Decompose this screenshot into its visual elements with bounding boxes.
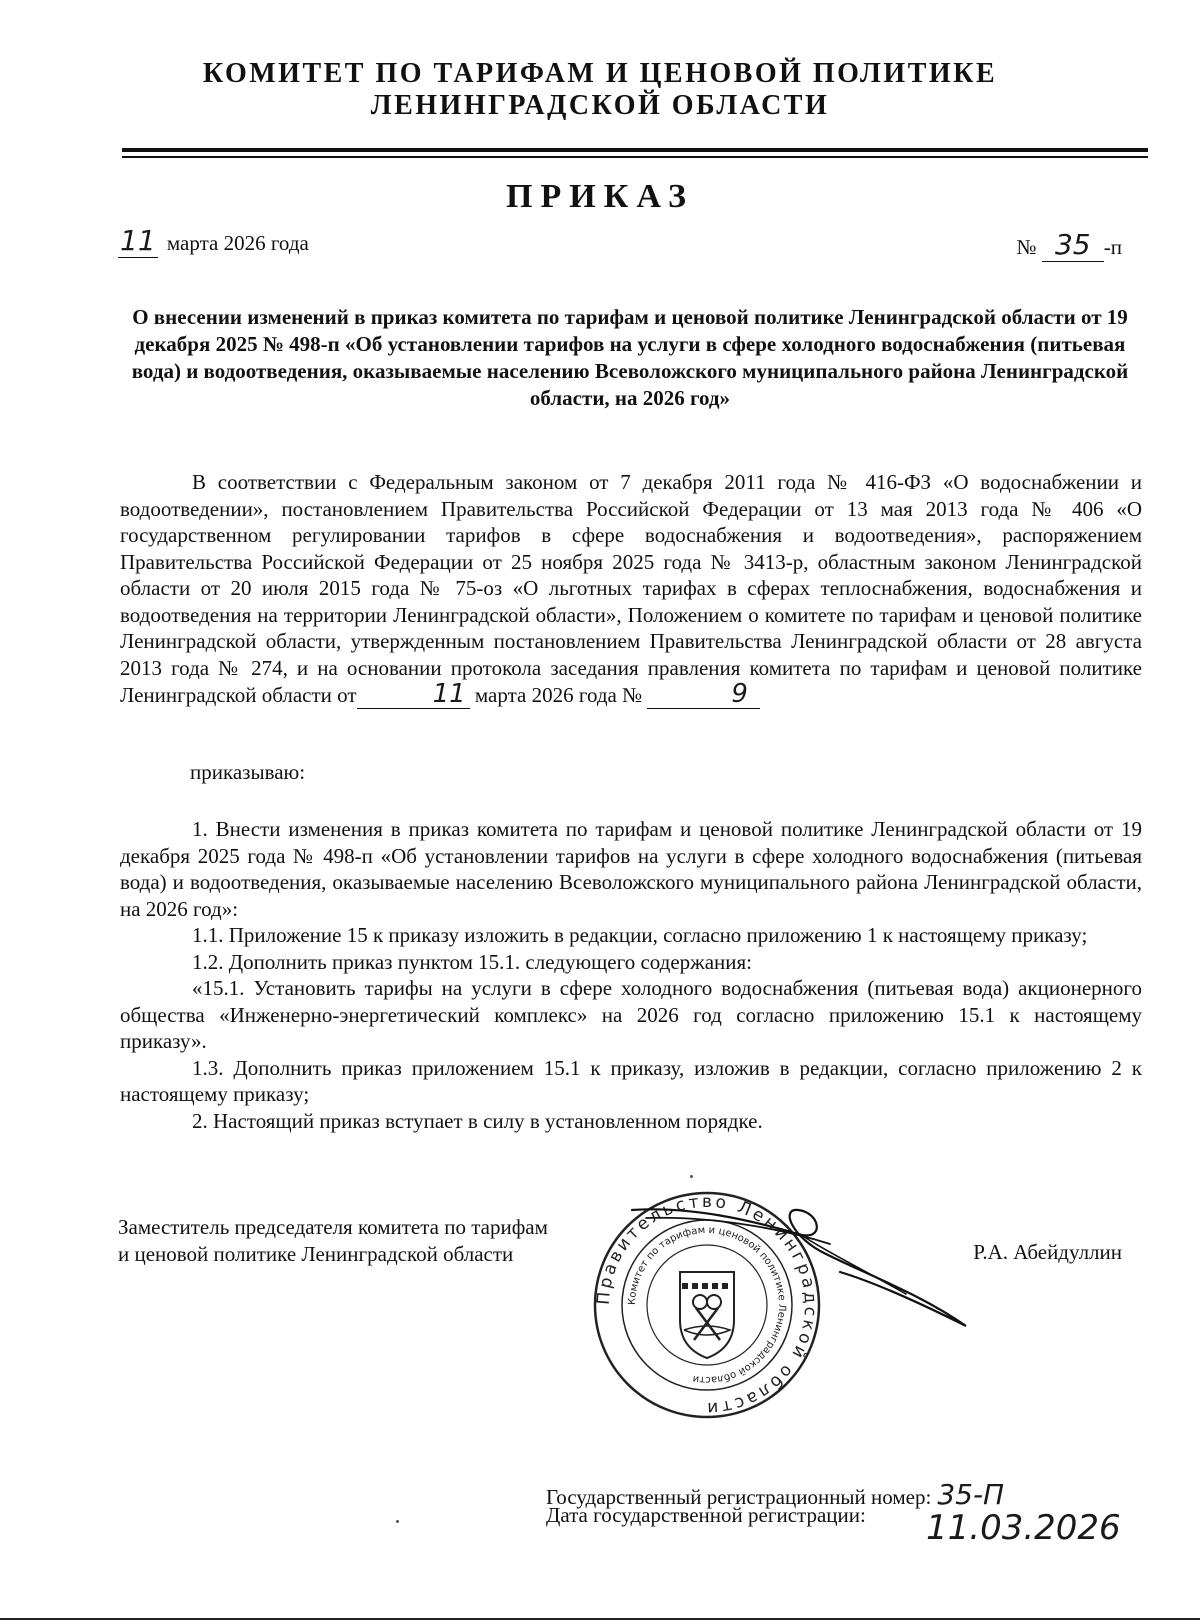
signatory-name: Р.А. Абейдуллин xyxy=(973,1240,1122,1264)
signatory-position xyxy=(118,1214,548,1268)
signatory-position-line-2: и ценовой политике Ленинградской области xyxy=(118,1242,514,1266)
registration-date-label: Дата государственной регистрации: xyxy=(546,1503,866,1527)
order-subject: О внесении изменений в приказ комитета по тарифам и ценовой политике Ленинградской области от 19 декабря 2025 № 498-п «Об установлении тарифов на услуги в сфере холодного водоснабжения (питьевая вода) и водоотведения, оказываемые населению Всеволожского муниципального района Ленинградской области, на 2026 год» xyxy=(131,305,1129,410)
registration-number-label: Государственный регистрационный номер: xyxy=(546,1485,932,1509)
header-rule-thick xyxy=(122,148,1148,152)
order-date-text: марта 2026 года xyxy=(166,231,309,255)
order-item: 1.3. Дополнить приказ приложением 15.1 к приказу, изложив в редакции, согласно приложению 2 к настоящему приказу; xyxy=(120,1055,1142,1106)
preamble-middle: марта 2026 года № xyxy=(474,683,643,707)
order-word: приказываю: xyxy=(190,760,306,784)
order-number xyxy=(1016,228,1122,262)
header-line-1: КОМИТЕТ ПО ТАРИФАМ И ЦЕНОВОЙ ПОЛИТИКЕ xyxy=(202,58,998,89)
registration-date-handwritten: 11.03.2026 xyxy=(926,1508,1121,1548)
scan-dot xyxy=(396,1520,399,1523)
header-line-2: ЛЕНИНГРАДСКОЙ ОБЛАСТИ xyxy=(370,90,830,121)
registration-number-handwritten: 35-П xyxy=(937,1478,1005,1511)
order-items xyxy=(120,816,1142,1134)
header-rule-thin xyxy=(122,156,1148,158)
order-date xyxy=(118,224,309,258)
preamble-text: В соответствии с Федеральным законом от 7 декабря 2011 года № 416-ФЗ «О водоснабжении и водоотведении», постановлением Правительства Российской Федерации от 13 мая 2013 года № 406 «О государственном регулировании тарифов в сфере водоснабжения и водоотведения», распоряжением Правительства Российской Федерации от 25 ноября 2025 года № 3413-р, областным законом Ленинградской области от 20 июля 2015 года № 75-оз «О льготных тарифах в сферах теплоснабжения, водоснабжения и водоотведения на территории Ленинградской области», Положением о комитете по тарифам и ценовой политике Ленинградской области, утвержденным постановлением Правительства Ленинградской области от 28 августа 2013 года № 274, и на основании протокола заседания правления комитета по тарифам и ценовой политике Ленинградской области от xyxy=(120,470,1142,707)
handwritten-day: 11 xyxy=(120,224,156,257)
seal-outer-text: Правительство Ленинградской области xyxy=(593,1191,821,1419)
order-item: 2. Настоящий приказ вступает в силу в установленном порядке. xyxy=(192,1108,763,1133)
order-item: 1.1. Приложение 15 к приказу изложить в редакции, согласно приложению 1 к настоящему приказу; xyxy=(192,923,1088,947)
order-item: «15.1. Установить тарифы на услуги в сфере холодного водоснабжения (питьевая вода) акционерного общества «Инженерно-энергетический комплекс» на 2026 год согласно приложению 15.1 к настоящему приказу». xyxy=(120,976,1142,1053)
scan-dot xyxy=(690,1175,693,1178)
number-suffix: -п xyxy=(1103,235,1122,259)
number-prefix: № xyxy=(1016,235,1037,259)
order-item: 1. Внести изменения в приказ комитета по тарифам и ценовой политике Ленинградской области от 19 декабря 2025 года № 498-п «Об установлении тарифов на услуги в сфере холодного водоснабжения (питьевая вода) и водоотведения, оказываемые населению Всеволожского муниципального района Ленинградской области, на 2026 год»: xyxy=(120,817,1142,921)
seal-inner-text: Комитет по тарифам и ценовой политике Ленинградской области xyxy=(626,1224,788,1386)
scan-edge-line xyxy=(0,1618,1200,1620)
preamble xyxy=(120,469,1142,709)
handwritten-protocol-day: 11 xyxy=(357,681,470,709)
handwritten-signature-icon xyxy=(630,1198,970,1348)
document-title: ПРИКАЗ xyxy=(506,178,694,215)
signatory-position-line-1: Заместитель председателя комитета по тарифам xyxy=(118,1215,548,1239)
handwritten-protocol-number: 9 xyxy=(647,681,760,709)
order-item: 1.2. Дополнить приказ пунктом 15.1. следующего содержания: xyxy=(192,949,752,974)
handwritten-number: 35 xyxy=(1042,228,1104,262)
